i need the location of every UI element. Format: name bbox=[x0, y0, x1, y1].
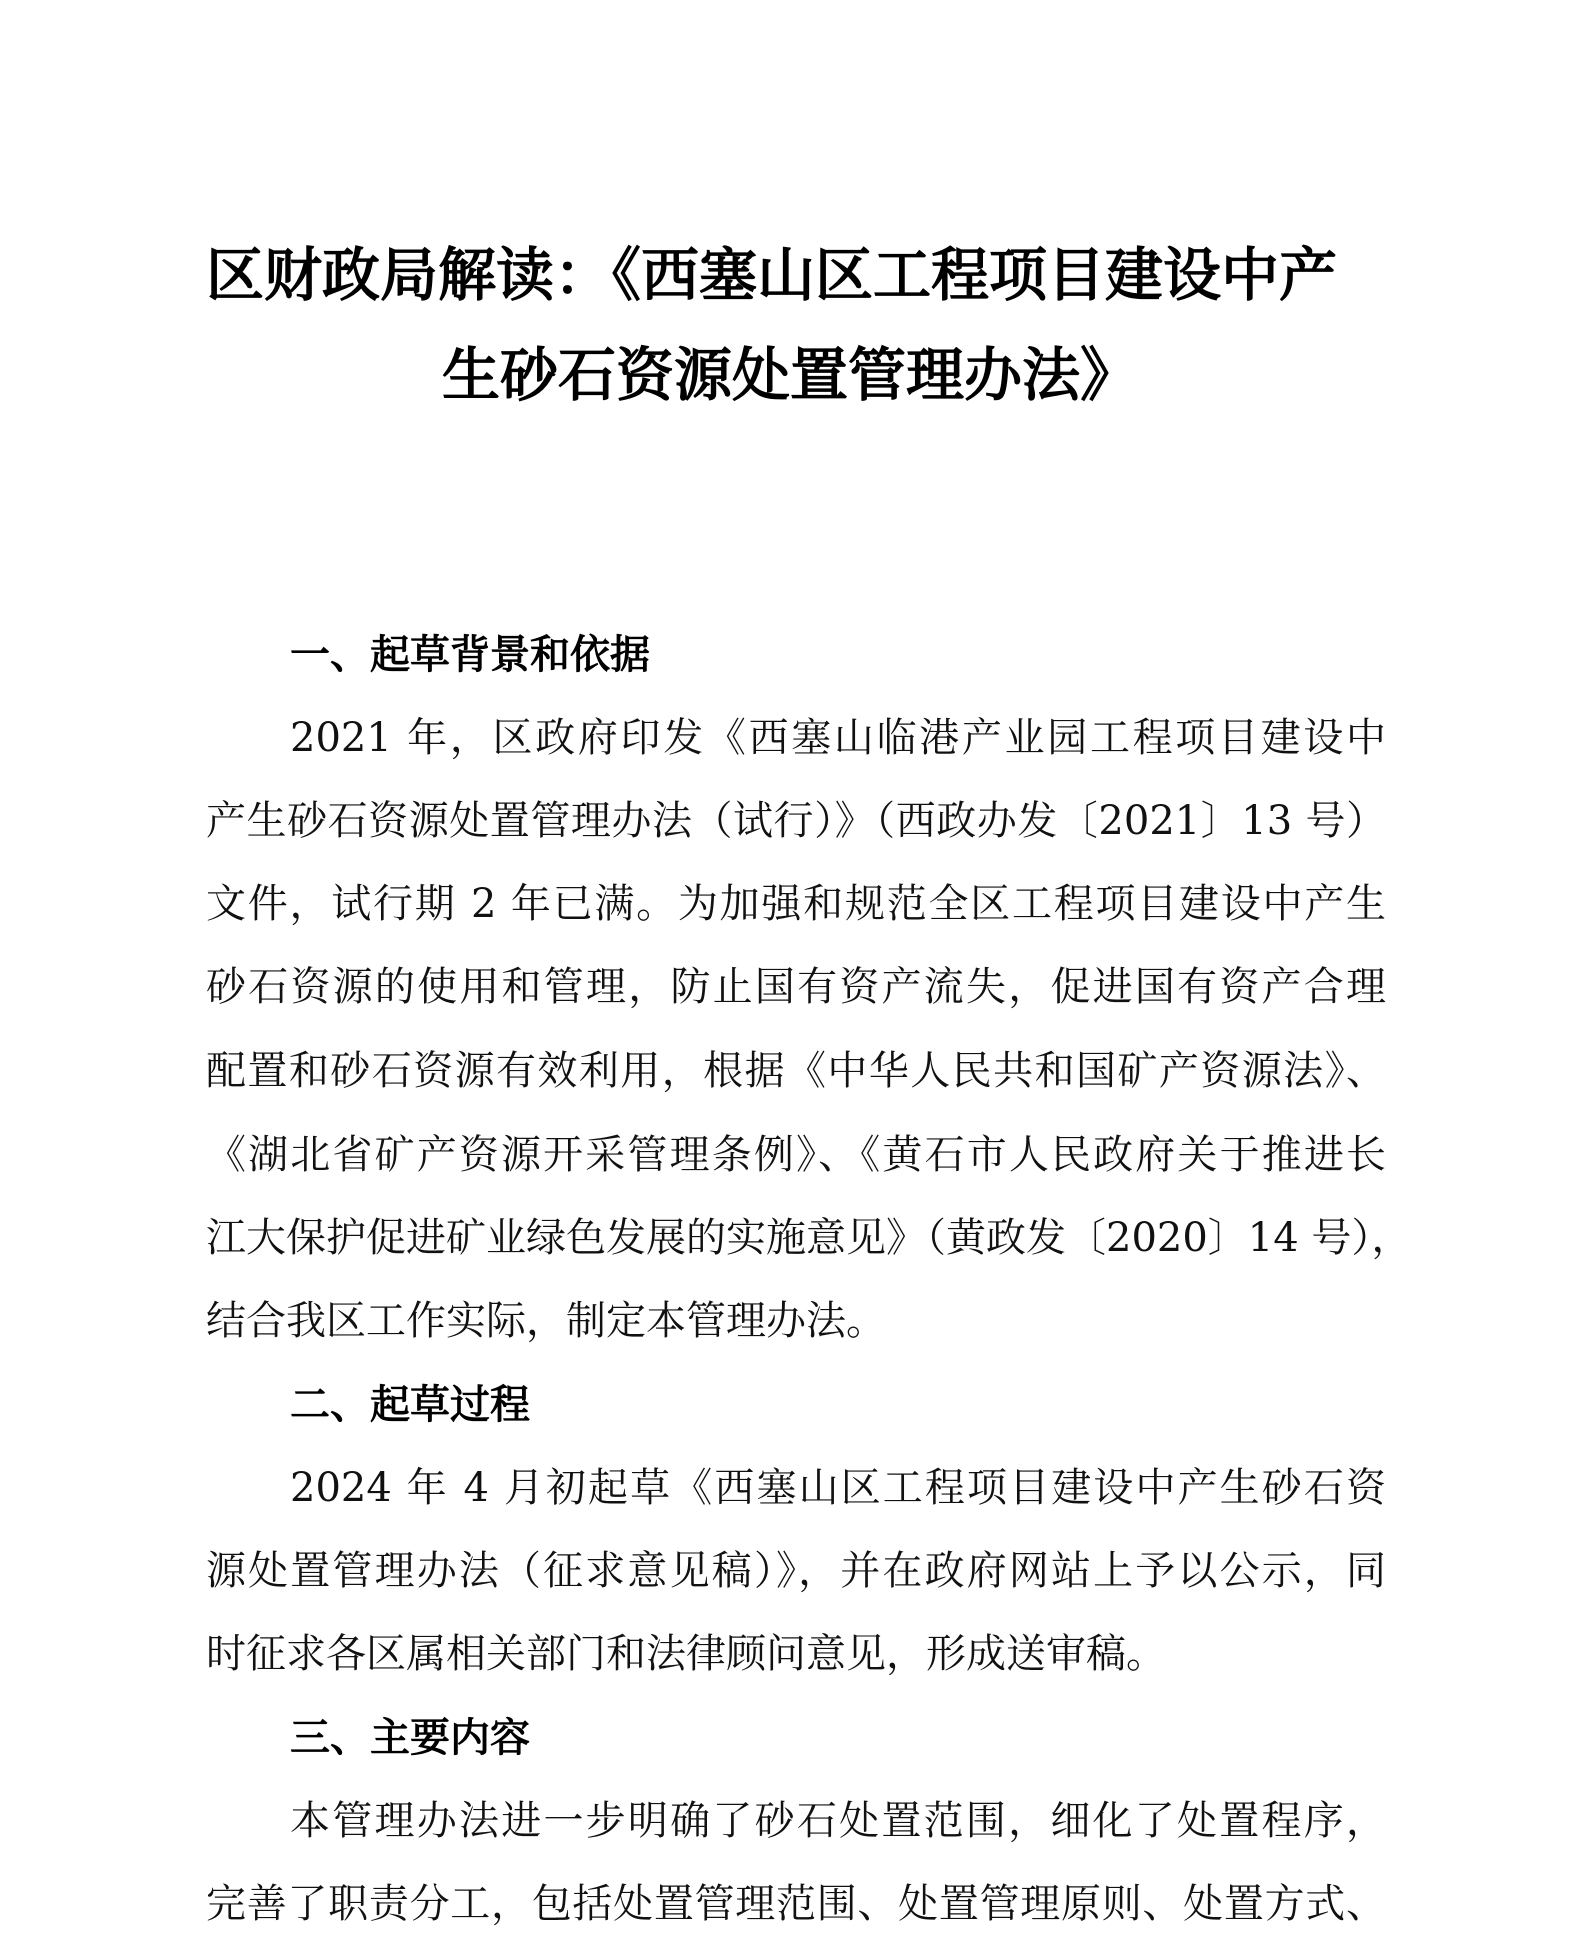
section-heading-background: 一、起草背景和依据 bbox=[290, 632, 650, 678]
section-heading-content: 三、主要内容 bbox=[290, 1715, 530, 1761]
paragraph-line: 砂石资源的使用和管理，防止国有资产流失，促进国有资产合理 bbox=[206, 964, 1386, 1010]
paragraph-line: 2024 年 4 月初起草《西塞山区工程项目建设中产生砂石资 bbox=[290, 1465, 1386, 1511]
paragraph-line: 本管理办法进一步明确了砂石处置范围，细化了处置程序， bbox=[290, 1798, 1386, 1844]
document-title-line-2: 生砂石资源处置管理办法》 bbox=[442, 341, 1139, 409]
paragraph-line: 配置和砂石资源有效利用，根据《中华人民共和国矿产资源法》、 bbox=[206, 1048, 1386, 1094]
paragraph-line: 产生砂石资源处置管理办法（试行）》（西政办发〔2021〕13 号） bbox=[206, 798, 1386, 844]
document-title-line-1: 区财政局解读：《西塞山区工程项目建设中产 bbox=[206, 241, 1338, 309]
paragraph-line: 完善了职责分工，包括处置管理范围、处置管理原则、处置方式、 bbox=[206, 1881, 1386, 1927]
paragraph-line: 时征求各区属相关部门和法律顾问意见，形成送审稿。 bbox=[206, 1631, 1166, 1677]
paragraph-line: 2021 年，区政府印发《西塞山临港产业园工程项目建设中 bbox=[290, 715, 1386, 761]
paragraph-line: 结合我区工作实际，制定本管理办法。 bbox=[206, 1298, 886, 1344]
paragraph-line: 源处置管理办法（征求意见稿）》，并在政府网站上予以公示，同 bbox=[206, 1548, 1386, 1594]
paragraph-line: 《湖北省矿产资源开采管理条例》、《黄石市人民政府关于推进长 bbox=[206, 1132, 1386, 1178]
paragraph-line: 江大保护促进矿业绿色发展的实施意见》（黄政发〔2020〕14 号）， bbox=[206, 1215, 1412, 1261]
paragraph-line: 文件，试行期 2 年已满。为加强和规范全区工程项目建设中产生 bbox=[206, 881, 1386, 927]
section-heading-process: 二、起草过程 bbox=[290, 1382, 530, 1428]
